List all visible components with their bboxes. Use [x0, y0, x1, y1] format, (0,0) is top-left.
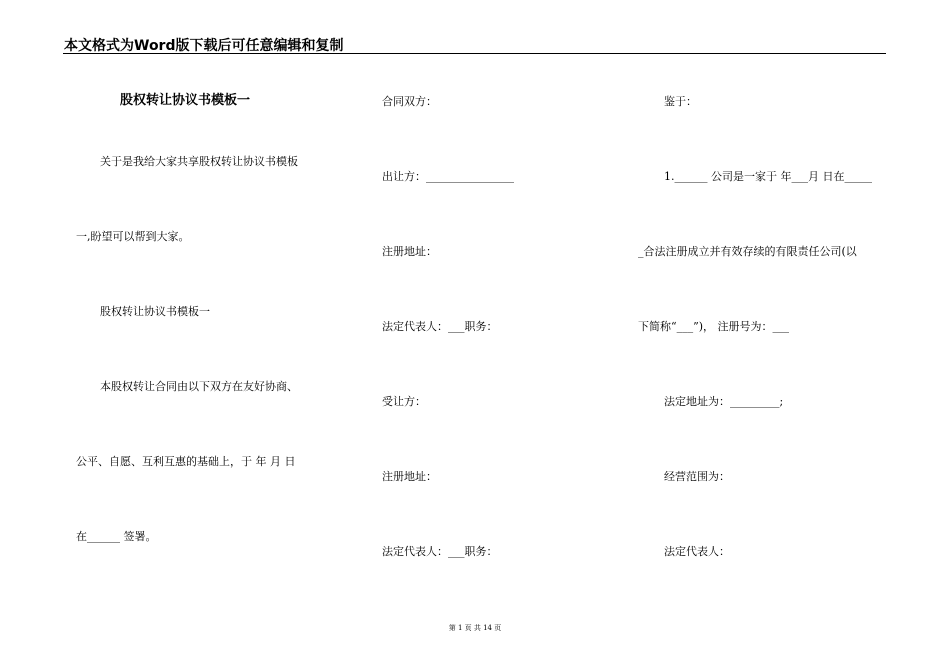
contract-paragraph-line-3: 在______ 签署。 — [76, 530, 157, 543]
transferor-line: 出让方：________________ — [382, 170, 514, 183]
transferee-representative-line: 法定代表人：___职务： — [382, 545, 498, 558]
intro-paragraph-line-1: 关于是我给大家共享股权转让协议书模板 — [100, 155, 298, 168]
intro-paragraph-line-2: 一,盼望可以帮到大家。 — [76, 230, 190, 243]
document-header-title: 本文格式为Word版下载后可任意编辑和复制 — [64, 38, 344, 54]
transferor-address-line: 注册地址： — [382, 245, 437, 258]
parties-label: 合同双方： — [382, 95, 437, 108]
document-title: 股权转让协议书模板一 — [120, 93, 251, 108]
page-number: 第 1 页 共 14 页 — [448, 624, 502, 632]
company-clause-line-3: 下简称“___”)， 注册号为：___ — [638, 320, 790, 333]
contract-paragraph-line-2: 公平、自愿、互利互惠的基础上，于 年 月 日 — [76, 455, 296, 468]
transferor-representative-line: 法定代表人：___职务： — [382, 320, 498, 333]
company-clause-line-1: 1.______ 公司是一家于 年___月 日在_____ — [664, 170, 872, 183]
business-scope-line: 经营范围为： — [664, 470, 730, 483]
whereas-label: 鉴于： — [664, 95, 697, 108]
contract-paragraph-line-1: 本股权转让合同由以下双方在友好协商、 — [100, 380, 298, 393]
company-representative-line: 法定代表人： — [664, 545, 730, 558]
transferee-line: 受让方： — [382, 395, 426, 408]
header-divider — [63, 53, 886, 54]
section-heading: 股权转让协议书模板一 — [100, 305, 210, 318]
company-clause-line-2: _合法注册成立并有效存续的有限责任公司(以 — [638, 245, 857, 258]
transferee-address-line: 注册地址： — [382, 470, 437, 483]
legal-address-line: 法定地址为：_________; — [664, 395, 784, 408]
